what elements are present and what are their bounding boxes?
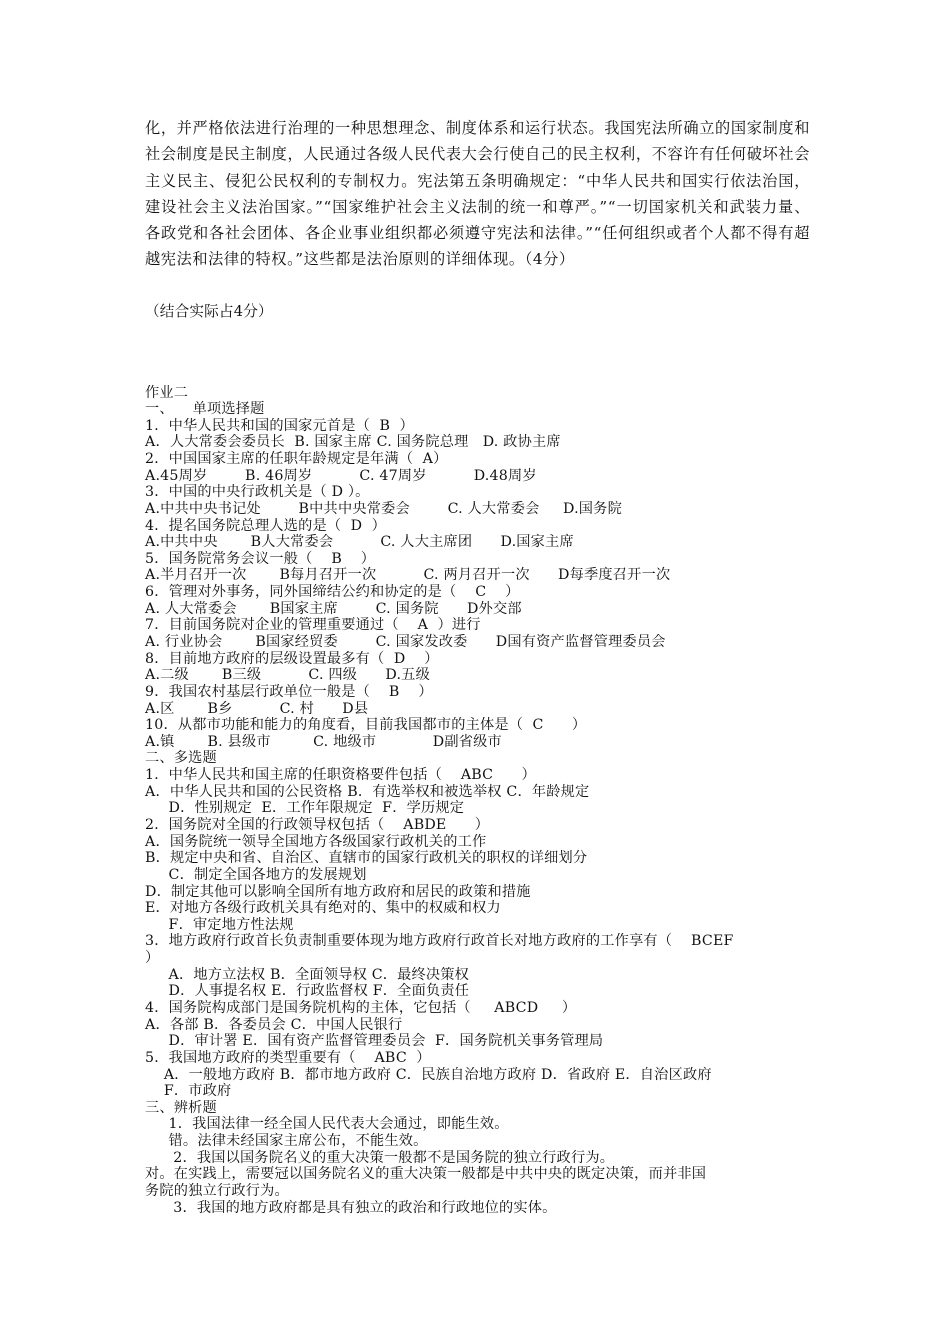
intro-paragraph: 化，并严格依法进行治理的一种思想理念、制度体系和运行状态。我国宪法所确立的国家制度和社会制度是民主制度，人民通过各级人民代表大会行使自己的民主权利，不容许有任何破坏社会主义民主、侵犯公民权利的专制权力。宪法第五条明确规定：“中华人民共和国实行依法治国，建设社会主义法治国家。”“国家维护社会主义法制的统一和尊严。”“一切国家机关和武装力量、各政党和各社会团体、各企业事业组织都必须遵守宪法和法律。”“任何组织或者个人都不得有超越宪法和法律的特权。”这些都是法治原则的详细体现。（4分） [145,119,810,269]
question-line: 2．国务院对全国的行政领导权包括（ ABDE ） [145,817,490,833]
option-line: D．制定其他可以影响全国所有地方政府和居民的政策和措施 [145,884,531,900]
answer-line: 对。在实践上，需要冠以国务院名义的重大决策一般都是中共中央的既定决策，而并非国 [145,1166,707,1182]
option-line: D．性别规定 E．工作年限规定 F．学历规定 [145,800,465,816]
question-line: 3．中国的中央行政机关是（ D ）。 [145,484,370,500]
question-line: 5．我国地方政府的类型重要有（ ABC ） [145,1050,431,1066]
answer-line: 错。法律未经国家主席公布，不能生效。 [145,1133,428,1149]
assignment-title: 作业二 [145,385,189,401]
option-line: A．人大常委会委员长 B. 国家主席 C. 国务院总理 D. 政协主席 [145,434,561,450]
option-line: A. 人大常委会 B国家主席 C. 国务院 D外交部 [145,601,522,617]
statement-line: 2．我国以国务院名义的重大决策一般都不是国务院的独立行政行为。 [145,1150,615,1166]
option-line: A．国务院统一领导全国地方各级国家行政机关的工作 [145,834,487,850]
section-heading-analysis: 三、辨析题 [145,1100,217,1116]
question-line: 4．提名国务院总理人选的是（ D ） [145,518,387,534]
statement-line: 3．我国的地方政府都是具有独立的政治和行政地位的实体。 [145,1200,557,1216]
intro-score-note: （结合实际占4分） [145,303,273,320]
option-line: A.二级 B三级 C. 四级 D.五级 [145,667,430,683]
option-line: A.中共中央书记处 B中共中央常委会 C. 人大常委会 D.国务院 [145,501,622,517]
option-line: A．中华人民共和国的公民资格 B．有选举权和被选举权 C．年龄规定 [145,784,590,800]
section-heading-multiple-choice: 二、多选题 [145,750,217,766]
option-line: E．对地方各级行政机关具有绝对的、集中的权威和权力 [145,900,501,916]
option-line: D．审计署 E．国有资产监督管理委员会 F．国务院机关事务管理局 [145,1033,604,1049]
option-line: B．规定中央和省、自治区、直辖市的国家行政机关的职权的详细划分 [145,850,588,866]
question-line: 7．目前国务院对企业的管理重要通过（ A ）进行 [145,617,481,633]
question-line: 8．目前地方政府的层级设置最多有（ D ） [145,651,439,667]
option-line: F．市政府 [145,1083,232,1099]
question-line: 4．国务院构成部门是国务院机构的主体，它包括（ ABCD ） [145,1000,577,1016]
statement-line: 1．我国法律一经全国人民代表大会通过，即能生效。 [145,1116,509,1132]
option-line: C．制定全国各地方的发展规划 [145,867,367,883]
question-line-continuation: ） [145,950,160,966]
option-line: A. 行业协会 B国家经贸委 C. 国家发改委 D国有资产监督管理委员会 [145,634,666,650]
option-line: A.半月召开一次 B每月召开一次 C. 两月召开一次 D每季度召开一次 [145,567,671,583]
answer-line: 务院的独立行政行为。 [145,1183,289,1199]
question-line: 2．中国国家主席的任职年龄规定是年满（ A） [145,451,448,467]
question-line: 10．从都市功能和能力的角度看，目前我国都市的主体是（ C ） [145,717,587,733]
question-line: 3．地方政府行政首长负责制重要体现为地方政府行政首长对地方政府的工作享有（ BCEF [145,933,734,949]
option-line: A.镇 B. 县级市 C. 地级市 D副省级市 [145,734,502,750]
option-line: A．一般地方政府 B．都市地方政府 C．民族自治地方政府 D．省政府 E．自治区政府 [145,1067,712,1083]
option-line: A．各部 B．各委员会 C．中国人民银行 [145,1017,403,1033]
option-line: A.45周岁 B. 46周岁 C. 47周岁 D.48周岁 [145,468,537,484]
section-heading-single-choice: 一、 单项选择题 [145,401,265,417]
option-line: A.中共中央 B人大常委会 C. 人大主席团 D.国家主席 [145,534,574,550]
option-line: A．地方立法权 B．全面领导权 C．最终决策权 [145,967,470,983]
question-line: 6．管理对外事务，同外国缔结公约和协定的是（ C ） [145,584,520,600]
question-line: 1．中华人民共和国的国家元首是（ B ） [145,418,414,434]
question-line: 5．国务院常务会议一般（ B ） [145,551,376,567]
question-line: 9．我国农村基层行政单位一般是（ B ） [145,684,433,700]
option-line: F．审定地方性法规 [145,917,294,933]
option-line: A.区 B乡 C. 村 D县 [145,701,369,717]
option-line: D．人事提名权 E．行政监督权 F．全面负责任 [145,983,470,999]
question-line: 1．中华人民共和国主席的任职资格要件包括（ ABC ） [145,767,536,783]
